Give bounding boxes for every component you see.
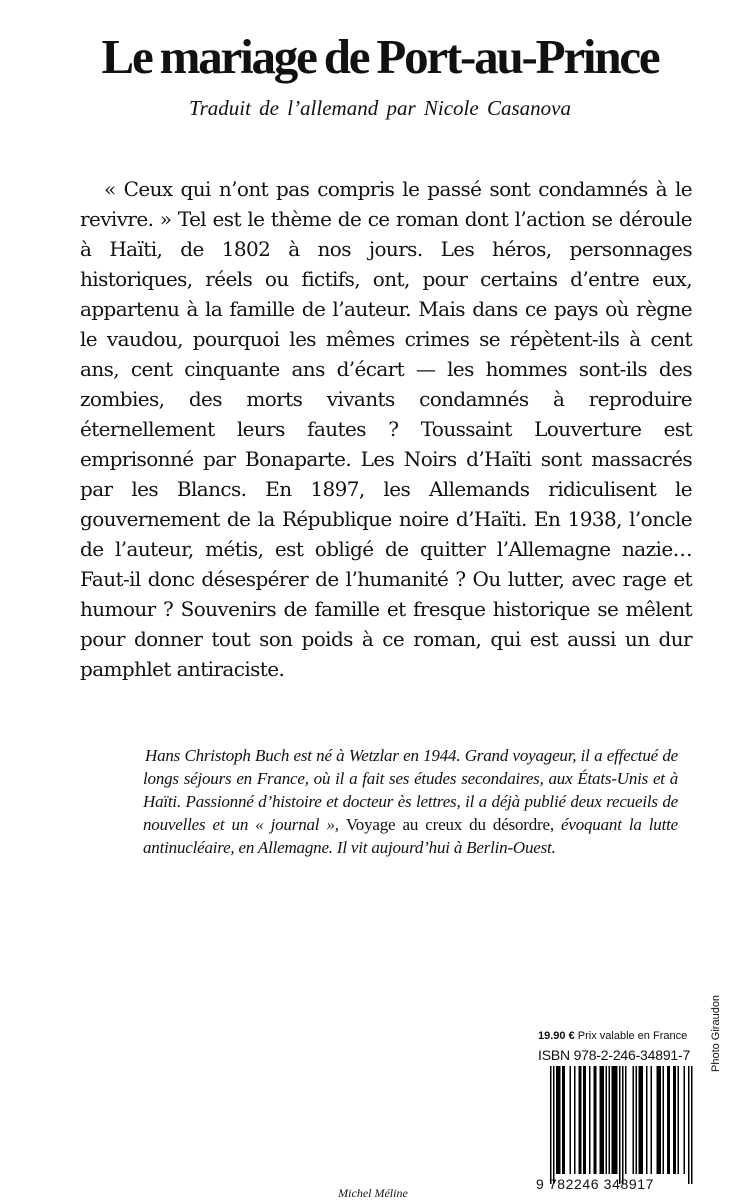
barcode-bar: [636, 1066, 638, 1174]
author-bio-text-1: Hans Christoph Buch est né à Wetzlar en 1944. Grand voyageur, il a effectué de longs séjours en France, où il a fait ses études secondaires, aux États-Unis et à Haïti. Passionné d’histoire et docteur ès lettres, il a déjà publié deux recueils de nouvelles et un « journal »,: [143, 746, 678, 834]
barcode-bar: [684, 1066, 686, 1174]
barcode-bar: [616, 1066, 618, 1174]
barcode-bar: [640, 1066, 642, 1174]
barcode-bar: [688, 1066, 690, 1184]
barcode-bar: [615, 1066, 617, 1174]
barcode-bar: [556, 1066, 558, 1174]
barcode-bar: [639, 1066, 641, 1174]
barcode-bar: [553, 1066, 555, 1184]
barcode-bar: [613, 1066, 615, 1174]
barcode-bar: [663, 1066, 665, 1174]
barcode-bar: [595, 1066, 597, 1174]
price-note: Prix valable en France: [577, 1030, 688, 1042]
barcode-bar: [564, 1066, 566, 1174]
barcode-bar: [603, 1066, 605, 1174]
barcode-bar: [585, 1066, 587, 1174]
barcode-bar: [646, 1066, 648, 1174]
barcode-bar: [609, 1066, 611, 1174]
author-book-title: Voyage au creux du désordre,: [345, 815, 554, 834]
author-bio: [143, 744, 678, 859]
barcode-digits: 9 782246 348917: [536, 1176, 654, 1192]
barcode-bar: [558, 1066, 560, 1174]
barcode-bar: [673, 1066, 675, 1174]
barcode: [536, 1066, 708, 1194]
barcode-bar: [667, 1066, 669, 1174]
barcode-bar: [612, 1066, 614, 1174]
barcode-bar: [594, 1066, 596, 1174]
barcode-bar: [622, 1066, 624, 1184]
barcode-bar: [574, 1066, 576, 1174]
translator-credit: Traduit de l’allemand par Nicole Casanova: [189, 96, 571, 120]
barcode-graphic: [536, 1066, 708, 1194]
barcode-bar: [651, 1066, 653, 1174]
barcode-bar: [669, 1066, 671, 1174]
barcode-bar: [658, 1066, 660, 1174]
barcode-bar: [619, 1066, 621, 1184]
barcode-bar: [657, 1066, 659, 1174]
barcode-bar: [550, 1066, 552, 1184]
barcode-bar: [633, 1066, 635, 1174]
barcode-bar: [559, 1066, 561, 1174]
barcode-bar: [589, 1066, 591, 1174]
author-bio-text-2: évoquant la lutte antinucléaire, en Allemagne. Il vit aujourd’hui à Berlin-Ouest.: [143, 815, 678, 857]
barcode-bar: [660, 1066, 662, 1174]
book-title: Le mariage de Port-au-Prince: [101, 29, 659, 84]
isbn: ISBN 978-2-246-34891-7: [538, 1047, 691, 1063]
barcode-bar: [580, 1066, 582, 1174]
publisher-logo: Michel Méline: [338, 1186, 408, 1200]
barcode-bar: [579, 1066, 581, 1174]
barcode-bar: [583, 1066, 585, 1174]
barcode-bar: [601, 1066, 603, 1174]
price-amount: 19.90 €: [538, 1030, 575, 1042]
barcode-bar: [642, 1066, 644, 1174]
photo-credit: Photo Giraudon: [710, 994, 722, 1072]
book-blurb: « Ceux qui n’ont pas compris le passé sont condamnés à le revivre. » Tel est le thème de ce roman dont l’action se déroule à Haïti, de 1802 à nos jours. Les héros, personnages historiques, réels ou fictifs, ont, pour certains d’entre eux, appartenu à la famille de l’auteur. Mais dans ce pays où règne le vaudou, pourquoi les mêmes crimes se répètent-ils à cent ans, cent cinquante ans d’écart — les hommes sont-ils des zombies, des morts vivants condamnés à reproduire éternellement leurs fautes ? Toussaint Louverture est emprisonné par Bonaparte. Les Noirs d’Haïti sont massacrés par les Blancs. En 1897, les Allemands ridiculisent le gouvernement de la République noire d’Haïti. En 1938, l’oncle de l’auteur, métis, est obligé de quitter l’Allemagne nazie… Faut-il donc désespérer de l’humanité ? Ou lutter, avec rage et humour ? Souvenirs de famille et fresque historique se mêlent pour donner tout son poids à ce roman, qui est aussi un dur pamphlet antiraciste.: [80, 177, 692, 681]
barcode-bar: [570, 1066, 572, 1174]
barcode-bar: [691, 1066, 693, 1184]
barcode-bar: [675, 1066, 677, 1174]
barcode-bar: [678, 1066, 680, 1174]
barcode-bar: [625, 1066, 627, 1174]
barcode-bar: [562, 1066, 564, 1174]
barcode-bar: [606, 1066, 608, 1174]
price-line: [538, 1029, 706, 1043]
barcode-bar: [600, 1066, 602, 1174]
